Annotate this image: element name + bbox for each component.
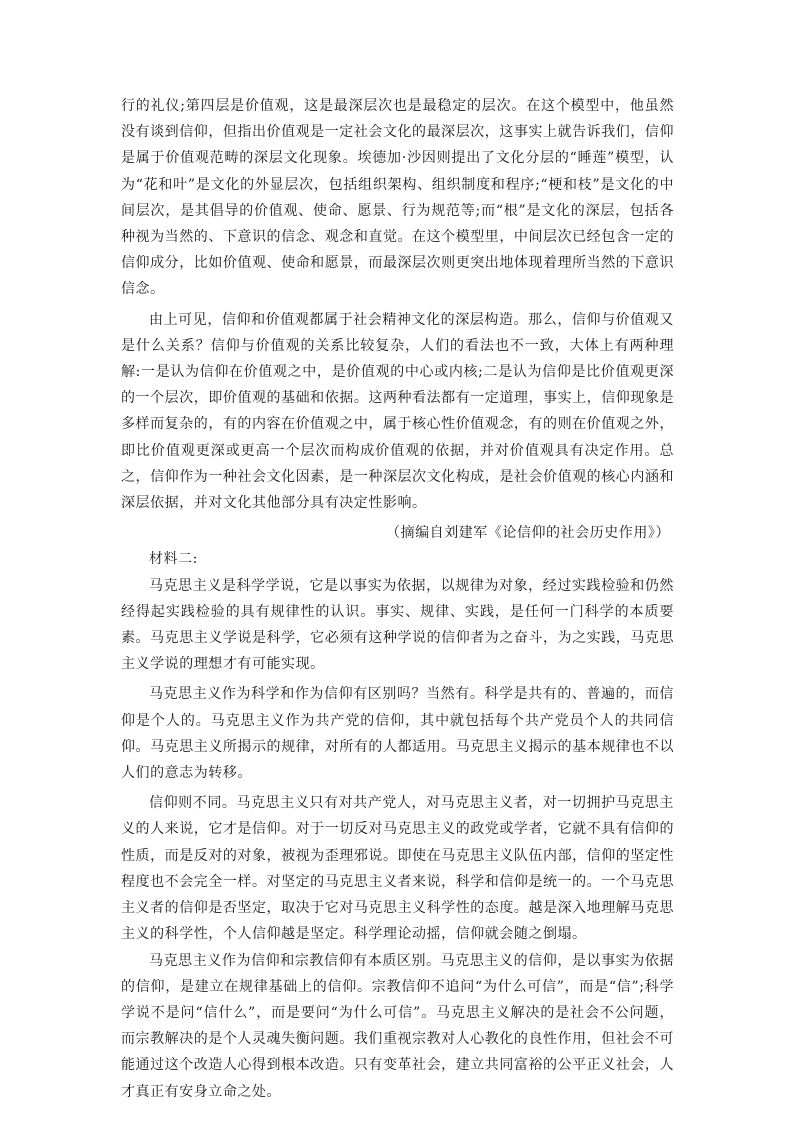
paragraph-5: 信仰则不同。马克思主义只有对共产党人，对马克思主义者，对一切拥护马克思主义的人来说，它才是信仰。对于一切反对马克思主义的政党或学者，它就不具有信仰的性质，而是反对的对象，被视为歪理邪说。即使在马克思主义队伍内部，信仰的坚定性程度也不会完全一样。对坚定的马克思主义者来说，科学和信仰是统一的。一个马克思主义者的信仰是否坚定，取决于它对马克思主义科学性的态度。越是深入地理解马克思主义的科学性，个人信仰越是坚定。科学理论动摇，信仰就会随之倒塌。 (121, 795, 674, 943)
source-citation: （摘编自刘建军《论信仰的社会历史作用》） (386, 525, 670, 542)
paragraph-3: 马克思主义是科学学说，它是以事实为依据，以规律为对象，经过实践检验和仍然经得起实践检验的具有规律性的认识。事实、规律、实践，是任何一门科学的本质要素。马克思主义学说是科学，它必须有这种学说的信仰者为之奋斗，为之实践，马克思主义学说的理想才有可能实现。 (121, 577, 674, 673)
material-two-label: 材料二: (149, 551, 198, 568)
paragraph-6: 马克思主义作为信仰和宗教信仰有本质区别。马克思主义的信仰，是以事实为依据的信仰，是建立在规律基础上的信仰。宗教信仰不追问“为什么可信”，而是“信”;科学学说不是问“信什么”，而是要问“为什么可信”。马克思主义解决的是社会不公问题，而宗教解决的是个人灵魂失衡问题。我们重视宗教对人心教化的良性作用，但社会不可能通过这个改造人心得到根本改造。只有变革社会，建立共同富裕的公平正义社会，人才真正有安身立命之处。 (121, 952, 674, 1100)
paragraph-1: 行的礼仪;第四层是价值观，这是最深层次也是最稳定的层次。在这个模型中，他虽然没有谈到信仰，但指出价值观是一定社会文化的最深层次，这事实上就告诉我们，信仰是属于价值观范畴的深层文化现象。埃德加·沙因则提出了文化分层的“睡莲”模型，认为“花和叶”是文化的外显层次，包括组织架构、组织制度和程序;“梗和枝”是文化的中间层次，是其倡导的价值观、使命、愿景、行为规范等;而“根”是文化的深层，包括各种视为当然的、下意识的信念、观念和直觉。在这个模型里，中间层次已经包含一定的信仰成分，比如价值观、使命和愿景，而最深层次则更突出地体现着理所当然的下意识信念。 (121, 98, 674, 298)
paragraph-4: 马克思主义作为科学和作为信仰有区别吗？当然有。科学是共有的、普遍的，而信仰是个人的。马克思主义作为共产党的信仰，其中就包括每个共产党员个人的共同信仰。马克思主义所揭示的规律，对所有的人都适用。马克思主义揭示的基本规律也不以人们的意志为转移。 (121, 686, 674, 782)
paragraph-2: 由上可见，信仰和价值观都属于社会精神文化的深层构造。那么，信仰与价值观又是什么关系？信仰与价值观的关系比较复杂，人们的看法也不一致，大体上有两种理解:一是认为信仰在价值观之中，是价值观的中心或内核;二是认为信仰是比价值观更深的一个层次，即价值观的基础和依据。这两种看法都有一定道理，事实上，信仰现象是多样而复杂的，有的内容在价值观之中，属于核心性价值观念，有的则在价值观之外，即比价值观更深或更高一个层次而构成价值观的依据，并对价值观具有决定作用。总之，信仰作为一种社会文化因素，是一种深层次文化构成，是社会价值观的核心内涵和深层依据，并对文化其他部分具有决定性影响。 (121, 311, 674, 512)
document-body (121, 93, 674, 1105)
